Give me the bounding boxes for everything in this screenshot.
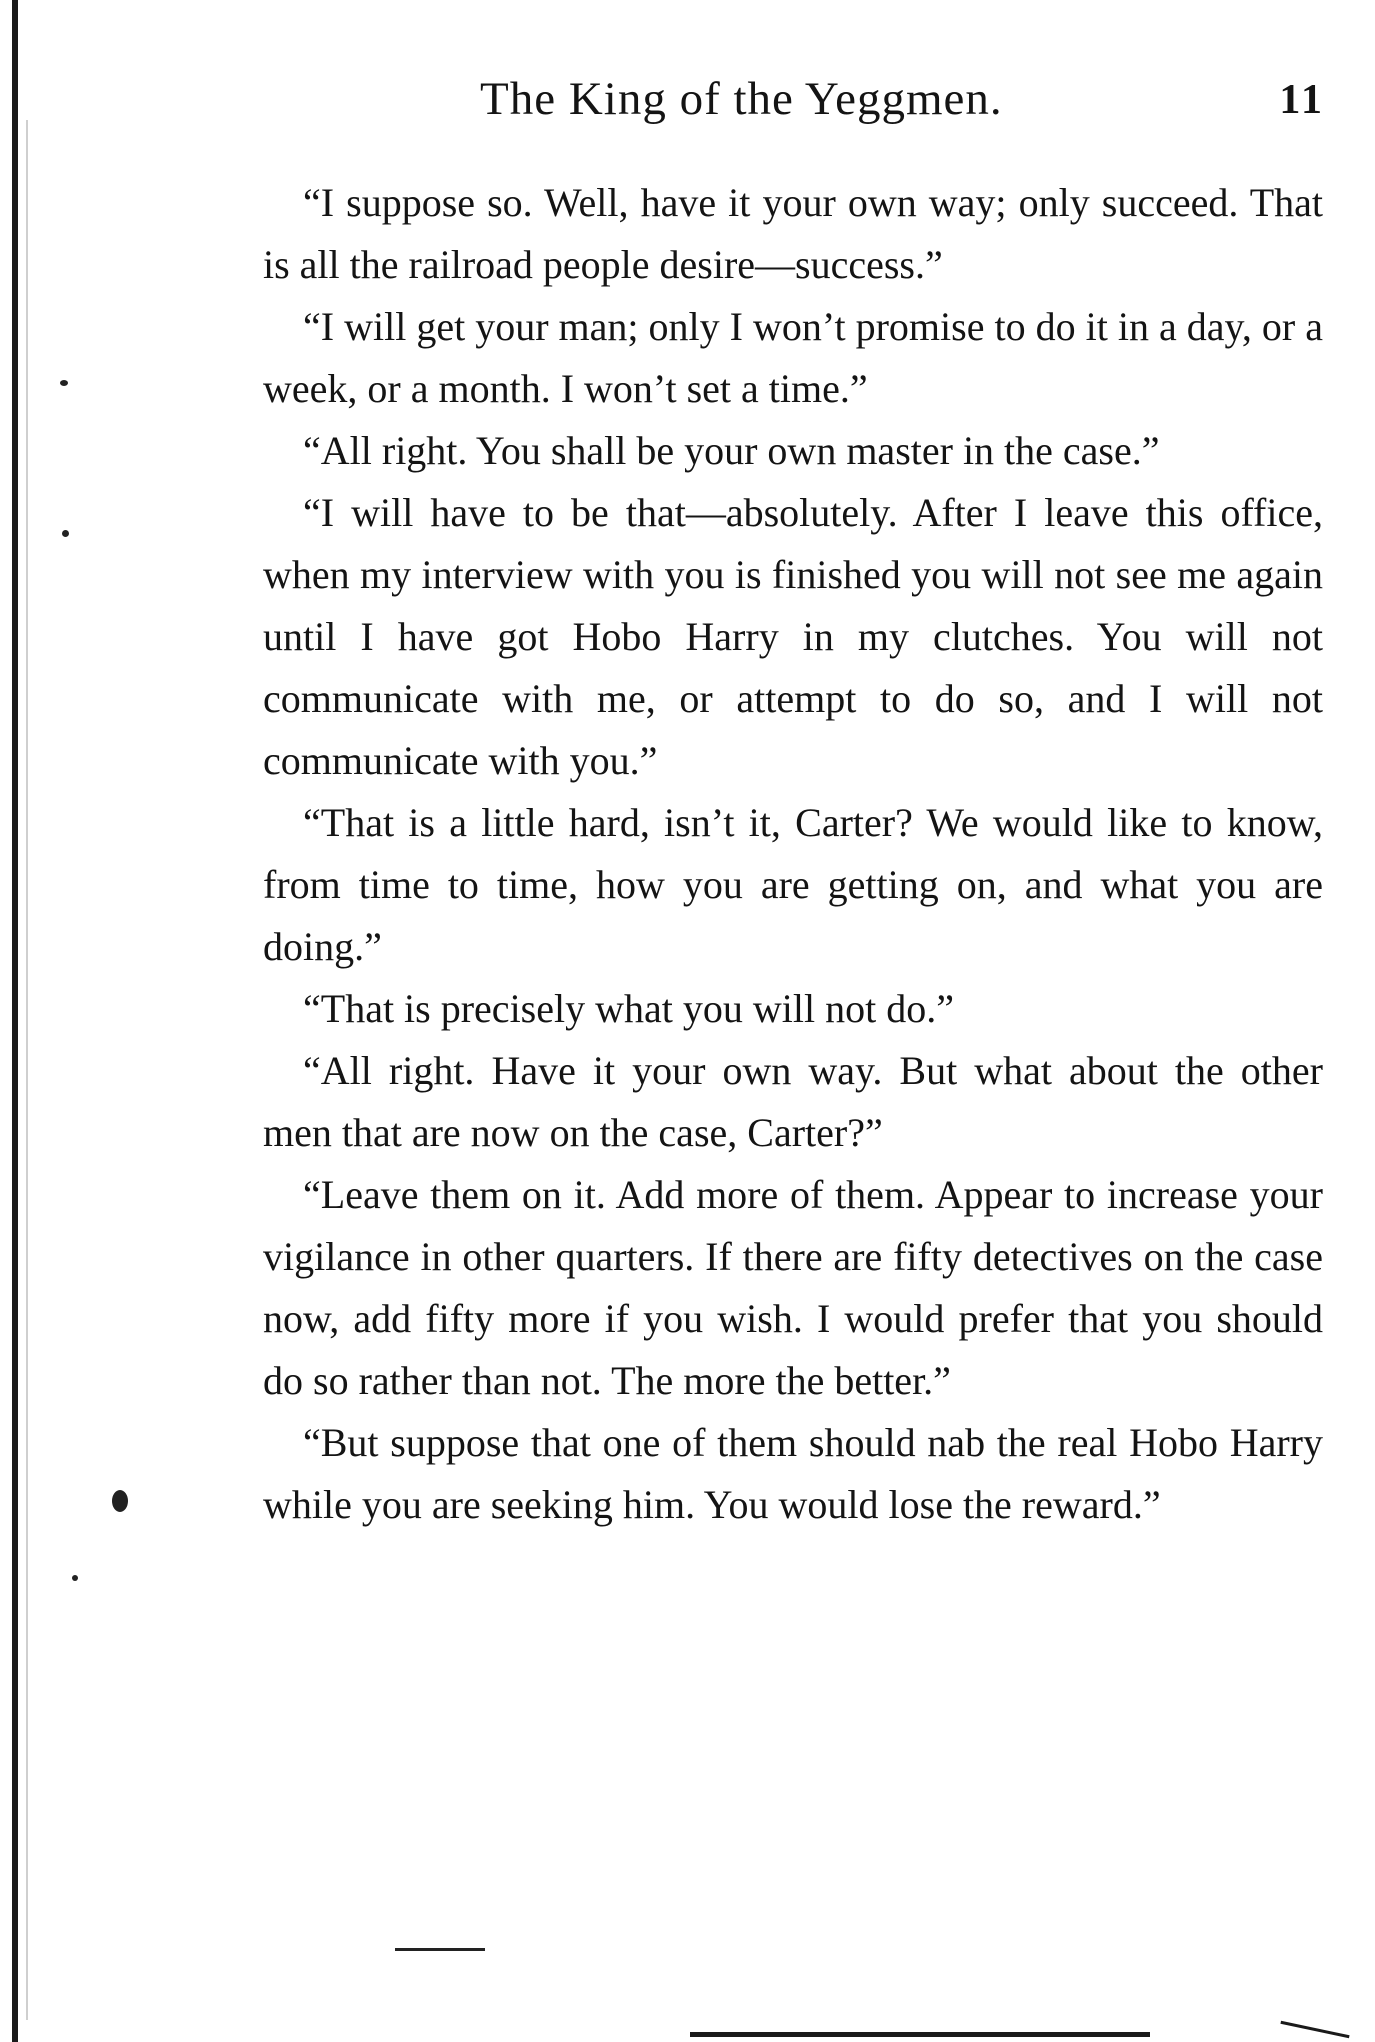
binding-shadow	[26, 120, 28, 2020]
page-header	[265, 72, 1325, 142]
bottom-rule	[690, 2032, 1150, 2037]
paragraph: “But suppose that one of them should nab the real Hobo Harry while you are seeking him. You would lose the reward.”	[263, 1420, 1323, 1527]
ink-speck	[62, 530, 69, 537]
paragraph: “I will get your man; only I won’t promise to do it in a day, or a week, or a month. I won’t set a time.”	[263, 304, 1323, 411]
running-title: The King of the Yeggmen.	[480, 73, 1003, 125]
ink-speck	[112, 1490, 128, 1512]
paragraph: “That is precisely what you will not do.”	[303, 986, 954, 1031]
paragraph: “All right. You shall be your own master in the case.”	[303, 428, 1160, 473]
paragraph: “That is a little hard, isn’t it, Carter? We would like to know, from time to time, how you are getting on, and what you are doing.”	[263, 800, 1323, 969]
binding-edge	[12, 0, 18, 2042]
bottom-rule-corner	[1280, 2021, 1349, 2038]
paragraph: “Leave them on it. Add more of them. Appear to increase your vigilance in other quarters. If there are fifty detectives on the case now, add fifty more if you wish. I would prefer that you should do so rather than not. The more the better.”	[263, 1172, 1323, 1403]
ink-speck	[72, 1575, 78, 1581]
page-number: 11	[1279, 77, 1325, 123]
ink-speck	[60, 380, 68, 386]
paragraph: “All right. Have it your own way. But what about the other men that are now on the case, Carter?”	[263, 1048, 1323, 1155]
end-ornament	[395, 1948, 485, 1951]
paragraph: “I will have to be that—absolutely. After I leave this office, when my interview with you is finished you will not see me again until I have got Hobo Harry in my clutches. You will not communicate with me, or attempt to do so, and I will not communicate with you.”	[263, 490, 1323, 783]
paragraph: “I suppose so. Well, have it your own way; only succeed. That is all the railroad people desire—success.”	[263, 180, 1323, 287]
body-text	[263, 172, 1323, 1536]
